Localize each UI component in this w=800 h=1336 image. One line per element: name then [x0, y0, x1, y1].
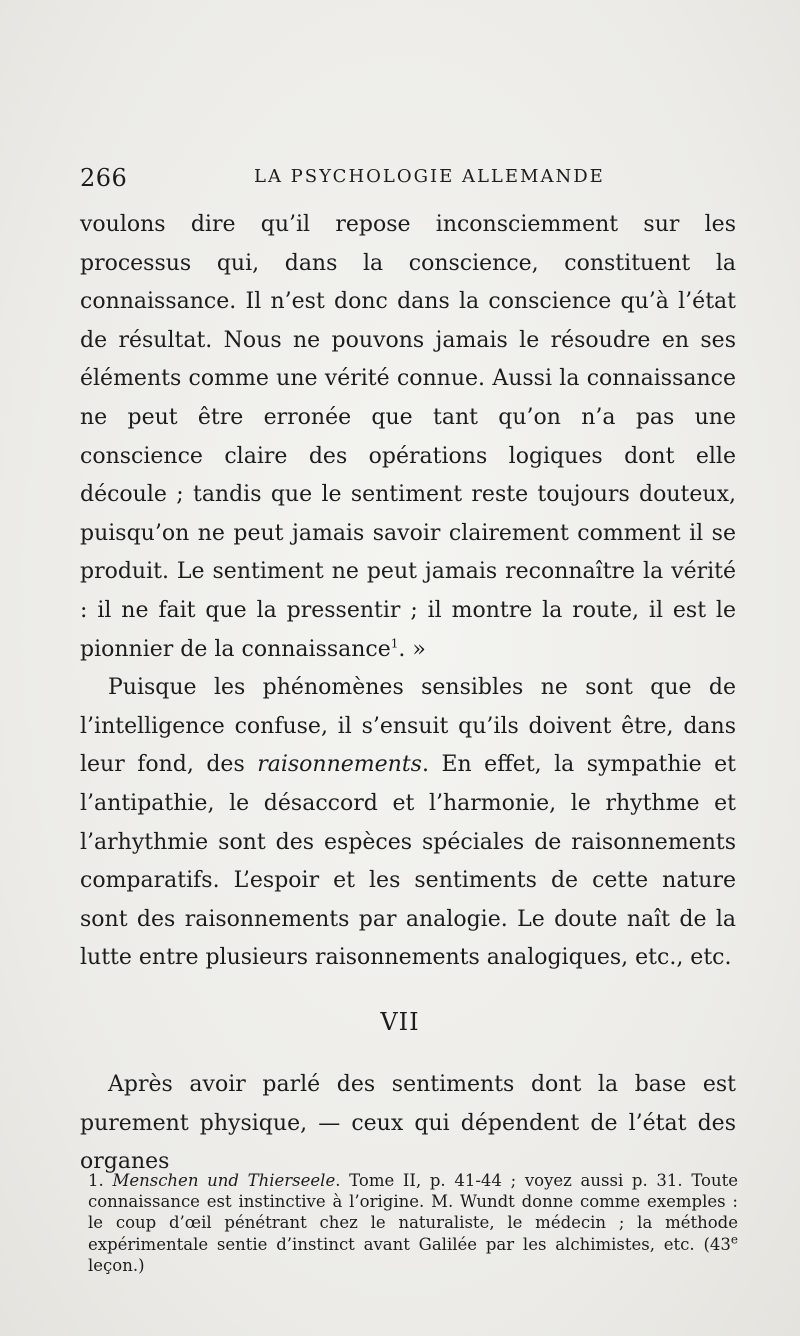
- footnote-superscript: e: [730, 1232, 738, 1247]
- main-text: [80, 206, 736, 978]
- footnote-text: . Tome II, p. 41-44 ; voyez aussi p. 31. Toute connaissance est instinctive à l’origine. M. Wundt donne comme exemples : le coup d’œil pénétrant chez le naturaliste, le médecin ; la méthode expérimentale sentie d’instinct avant Galilée par les alchimistes, etc. (43: [88, 1171, 738, 1254]
- section-heading: VII: [380, 1008, 420, 1036]
- footnote-title: Menschen und Thierseele: [112, 1171, 336, 1190]
- footnote-reference: 1: [390, 636, 399, 651]
- paragraph-quote-end: [80, 206, 736, 669]
- footnote-number: 1.: [88, 1171, 104, 1190]
- footnote: [88, 1170, 738, 1276]
- section-paragraph: Après avoir parlé des sentiments dont la base est purement physique, — ceux qui dépendent de l’état des organes: [80, 1072, 736, 1175]
- italic-term: raisonnements: [257, 752, 422, 778]
- paragraph-reasoning: [80, 669, 736, 978]
- running-title: LA PSYCHOLOGIE ALLEMANDE: [254, 166, 605, 187]
- page-header: [80, 164, 740, 194]
- footnote-text-end: leçon.): [88, 1255, 145, 1275]
- paragraph-text-rest: . En effet, la sympathie et l’antipathie, le désaccord et l’harmonie, le rhythme et l’arhythmie sont des espèces spéciales de raisonnements comparatifs. L’espoir et les sentiments de cette nature sont des raisonnements par analogie. Le doute naît de la lutte entre plusieurs raisonnements analogiques, etc., etc.: [80, 752, 736, 971]
- paragraph-text: voulons dire qu’il repose inconsciemment sur les processus qui, dans la conscience, constituent la connaissance. Il n’est donc dans la conscience qu’à l’état de résultat. Nous ne pouvons jamais le résoudre en ses éléments comme une vérité connue. Aussi la connaissance ne peut être erronée que tant qu’on n’a pas une conscience claire des opérations logiques dont elle découle ; tandis que le sentiment reste toujours douteux, puisqu’on ne peut jamais savoir clairement comment il se produit. Le sentiment ne peut jamais reconnaître la vérité : il ne fait que la pressentir ; il montre la route, il est le pionnier de la connaissance: [80, 212, 736, 662]
- section-text: [80, 1066, 736, 1182]
- footnote-paragraph: [88, 1170, 738, 1276]
- page-number: 266: [80, 164, 128, 192]
- quote-close: . »: [398, 636, 426, 662]
- paragraph-text-start: Puisque les phénomènes sensibles ne sont que de l’intelligence confuse, il s’ensuit qu’ils doivent être, dans leur fond, des: [80, 675, 736, 778]
